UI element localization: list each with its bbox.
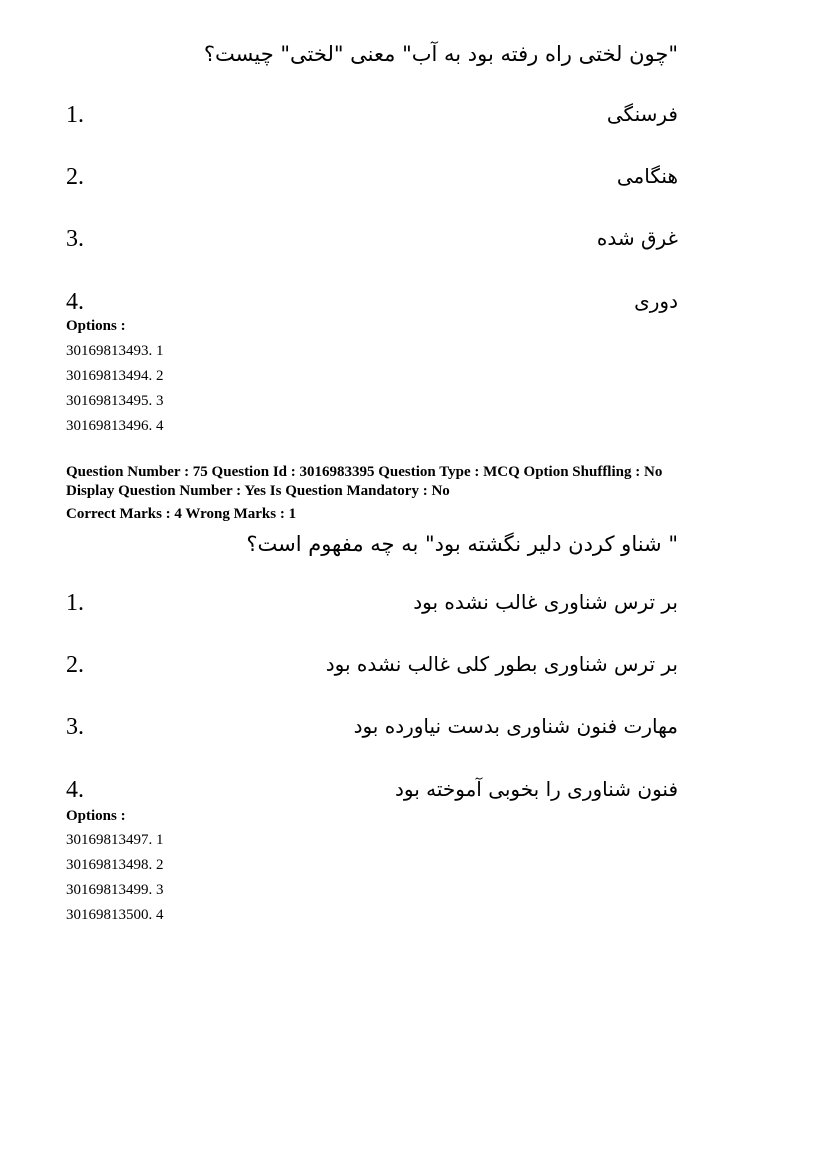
choice-2-number: 2. [66,652,84,678]
choice-4-number: 4. [66,777,84,803]
option-id-line: 30169813493. 1 [66,343,164,359]
choice-3-number: 3. [66,714,84,740]
option-id-line: 30169813500. 4 [66,907,164,923]
option-id-line: 30169813498. 2 [66,857,164,873]
choice-1-text: فرسنگی [606,102,678,126]
choice-3-text: غرق شده [596,226,678,250]
option-id-line: 30169813496. 4 [66,418,164,434]
question-2-text: " شناو کردن دلیر نگشته بود" به چه مفهوم است؟ [246,532,678,556]
option-id-line: 30169813494. 2 [66,368,164,384]
choice-1-number: 1. [66,102,84,128]
choice-2-number: 2. [66,164,84,190]
option-id-line: 30169813497. 1 [66,832,164,848]
choice-2-text: بر ترس شناوری بطور کلی غالب نشده بود [325,652,678,676]
question-meta-line-3: Correct Marks : 4 Wrong Marks : 1 [66,506,297,522]
choice-2-text: هنگامی [616,164,678,188]
question-1-text: "چون لختی راه رفته بود به آب" معنی "لختی" چیست؟ [203,42,678,66]
option-id-line: 30169813499. 3 [66,882,164,898]
choice-1-text: بر ترس شناوری غالب نشده بود [413,590,678,614]
options-label: Options : [66,808,126,824]
choice-4-text: دوری [634,289,678,313]
option-id-line: 30169813495. 3 [66,393,164,409]
choice-1-number: 1. [66,590,84,616]
question-meta-line-2: Display Question Number : Yes Is Question Mandatory : No [66,483,450,499]
options-label: Options : [66,318,126,334]
choice-4-text: فنون شناوری را بخوبی آموخته بود [394,777,678,801]
choice-3-text: مهارت فنون شناوری بدست نیاورده بود [353,714,678,738]
question-meta-line-1: Question Number : 75 Question Id : 3016983395 Question Type : MCQ Option Shuffling : No [66,464,663,480]
choice-4-number: 4. [66,289,84,315]
choice-3-number: 3. [66,226,84,252]
